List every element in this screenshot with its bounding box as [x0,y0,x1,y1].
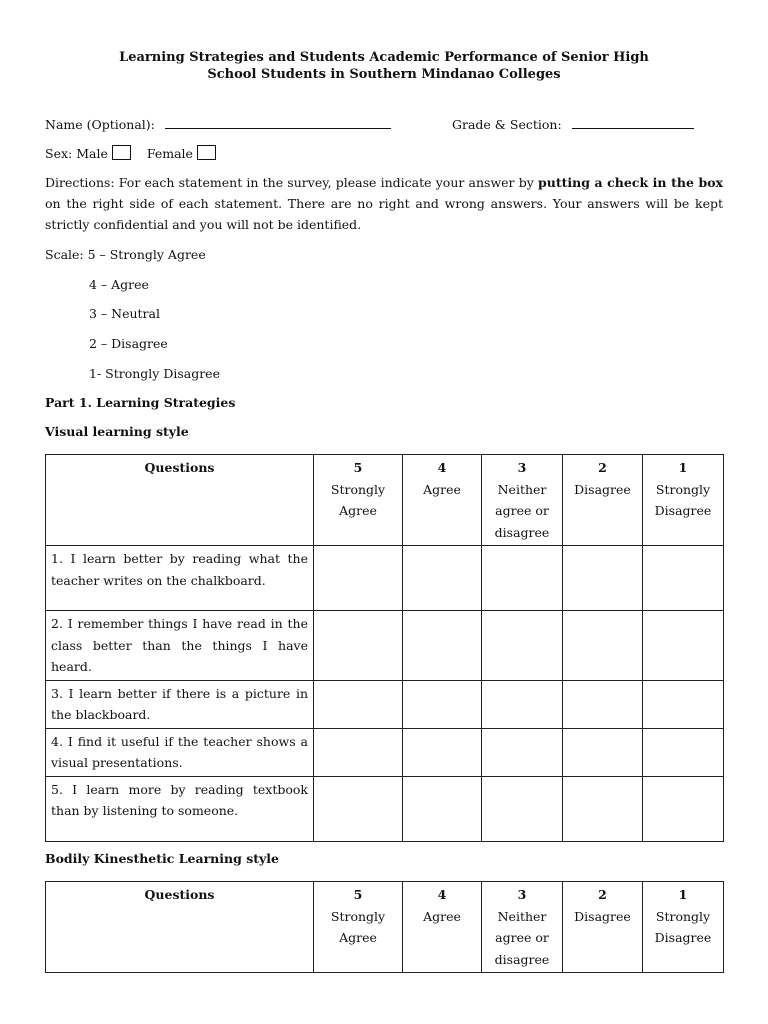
answer-cell-5[interactable] [314,546,403,611]
grade-label: Grade & Section: [452,117,562,132]
visual-learning-table [45,454,724,842]
directions-text-2: on the right side of each statement. There are no right and wrong answers. Your answers will be kept strictly confidential and you will not be identified. [45,196,723,232]
header-label: Neither agree or disagree [494,908,550,967]
document-title [45,49,723,83]
answer-cell-4[interactable] [403,546,482,611]
answer-cell-5[interactable] [314,611,403,681]
grade-row [452,115,694,132]
answer-cell-4[interactable] [403,611,482,681]
header-num: 5 [353,887,363,902]
table-row [46,776,724,841]
header-num: 3 [517,460,527,475]
answer-cell-2[interactable] [563,680,643,728]
answer-cell-5[interactable] [314,728,403,776]
header-col-1 [643,882,724,973]
answer-cell-2[interactable] [563,546,643,611]
female-label: Female [146,146,193,161]
header-num: 1 [678,887,688,902]
grade-section-field[interactable] [572,115,694,129]
answer-cell-5[interactable] [314,680,403,728]
name-field[interactable] [165,115,391,129]
part1-heading: Part 1. Learning Strategies [45,395,236,410]
answer-cell-1[interactable] [643,611,724,681]
answer-cell-4[interactable] [403,728,482,776]
header-label: Neither agree or disagree [494,481,550,540]
answer-cell-5[interactable] [314,776,403,841]
answer-cell-1[interactable] [643,728,724,776]
header-num: 4 [437,460,447,475]
answer-cell-1[interactable] [643,680,724,728]
name-row [45,115,391,132]
title-line-2: School Students in Southern Mindanao Colleges [207,67,561,82]
title-line-1: Learning Strategies and Students Academic Performance of Senior High [119,50,649,65]
question-cell: 2. I remember things I have read in the class better than the things I have heard. [46,611,314,681]
header-col-2 [563,882,643,973]
header-col-5 [314,882,403,973]
header-col-4 [403,455,482,546]
scale-line-4: 4 – Agree [89,277,149,292]
header-col-2 [563,455,643,546]
question-cell: 3. I learn better if there is a picture in the blackboard. [46,680,314,728]
table-header-row [46,882,724,973]
header-num: 5 [353,460,363,475]
directions-emphasis: putting a check in the box [537,175,723,190]
kinesthetic-learning-table [45,881,724,973]
answer-cell-4[interactable] [403,680,482,728]
header-col-3 [482,455,563,546]
questions-header: Questions [46,882,314,973]
table-row [46,546,724,611]
header-label: Strongly Disagree [654,908,712,945]
header-col-3 [482,882,563,973]
header-col-4 [403,882,482,973]
answer-cell-3[interactable] [482,728,563,776]
question-cell: 5. I learn more by reading textbook than by listening to someone. [46,776,314,841]
sex-male-label: Sex: Male [45,146,108,161]
table-header-row [46,455,724,546]
questions-header: Questions [46,455,314,546]
kinesthetic-style-heading: Bodily Kinesthetic Learning style [45,851,279,866]
header-col-5 [314,455,403,546]
answer-cell-3[interactable] [482,611,563,681]
header-label: Disagree [574,908,631,924]
answer-cell-3[interactable] [482,546,563,611]
directions-paragraph [45,172,723,235]
header-num: 4 [437,887,447,902]
header-label: Strongly Agree [330,908,386,945]
header-label: Strongly Disagree [654,481,712,518]
header-label: Strongly Agree [330,481,386,518]
answer-cell-3[interactable] [482,776,563,841]
question-cell: 1. I learn better by reading what the teacher writes on the chalkboard. [46,546,314,611]
answer-cell-2[interactable] [563,611,643,681]
scale-line-1: 1- Strongly Disagree [89,366,220,381]
table-row [46,611,724,681]
answer-cell-4[interactable] [403,776,482,841]
table-row [46,728,724,776]
answer-cell-1[interactable] [643,776,724,841]
table-row [46,680,724,728]
female-checkbox[interactable] [197,145,216,160]
header-num: 1 [678,460,688,475]
male-checkbox[interactable] [112,145,131,160]
sex-row [45,145,216,161]
header-num: 2 [598,887,607,902]
directions-text-1: Directions: For each statement in the survey, please indicate your answer by [45,175,538,190]
answer-cell-3[interactable] [482,680,563,728]
header-col-1 [643,455,724,546]
header-label: Disagree [574,481,631,497]
answer-cell-2[interactable] [563,776,643,841]
scale-line-2: 2 – Disagree [89,336,168,351]
header-num: 3 [517,887,527,902]
scale-line-3: 3 – Neutral [89,306,160,321]
answer-cell-2[interactable] [563,728,643,776]
header-label: Agree [423,908,461,924]
header-label: Agree [423,481,461,497]
scale-line-5: Scale: 5 – Strongly Agree [45,247,206,262]
header-num: 2 [598,460,607,475]
question-cell: 4. I find it useful if the teacher shows a visual presentations. [46,728,314,776]
visual-style-heading: Visual learning style [45,424,189,439]
answer-cell-1[interactable] [643,546,724,611]
name-label: Name (Optional): [45,117,155,132]
